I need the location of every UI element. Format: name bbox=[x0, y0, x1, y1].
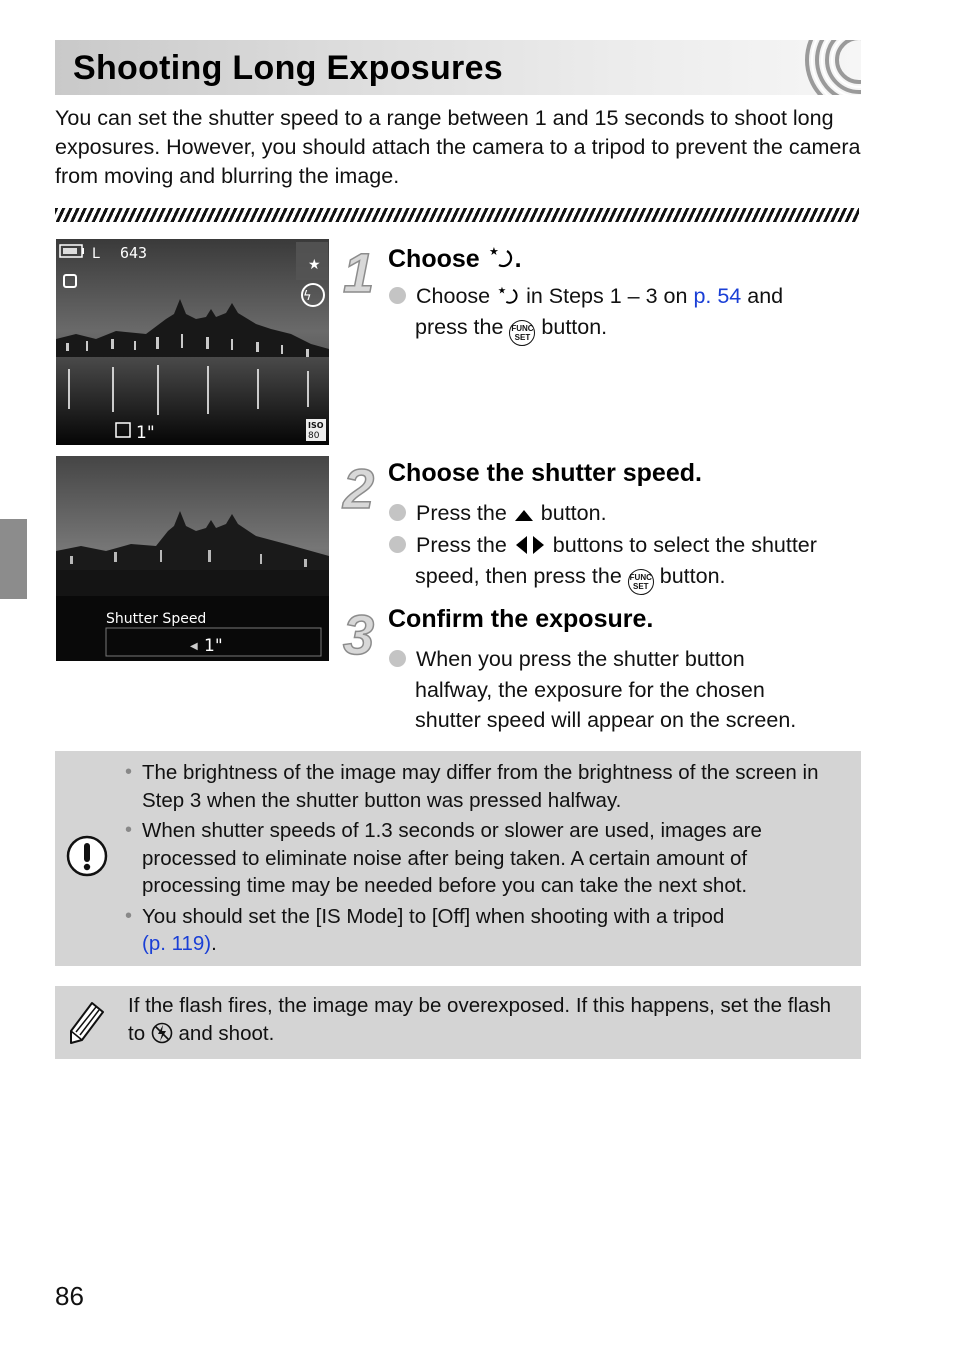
svg-text:ϟ: ϟ bbox=[303, 289, 312, 304]
shutter-speed-screen-image bbox=[56, 456, 329, 661]
step2-heading: Choose the shutter speed. bbox=[388, 459, 702, 487]
chapter-side-tab bbox=[0, 519, 27, 599]
memo-box bbox=[55, 986, 861, 1059]
section-divider bbox=[55, 208, 859, 222]
caution-box bbox=[55, 751, 861, 966]
caution-item: • You should set the [IS Mode] to [Off] when shooting with a tripod (p. 119). bbox=[125, 904, 725, 955]
step1-heading bbox=[388, 243, 522, 274]
caution-icon bbox=[66, 835, 108, 877]
step1-text-a: Choose bbox=[416, 284, 491, 308]
step2-text-d: buttons to select the shutter bbox=[552, 533, 817, 557]
step1-text-c: and bbox=[747, 284, 784, 308]
image-size-label: L bbox=[92, 246, 100, 262]
bullet-dot-icon: • bbox=[125, 904, 133, 927]
step3-heading: Confirm the exposure. bbox=[388, 605, 654, 633]
step1-heading-text: Choose bbox=[388, 245, 480, 273]
step1-bullet bbox=[389, 281, 859, 312]
bullet-dot-icon: • bbox=[125, 819, 133, 841]
svg-text:★: ★ bbox=[308, 257, 321, 273]
iso-value: 80 bbox=[308, 431, 320, 441]
step-number-1: 1 bbox=[343, 241, 375, 304]
bullet-icon bbox=[389, 650, 406, 667]
step2-bullet-2 bbox=[389, 530, 864, 561]
step2-text-a: Press the bbox=[416, 501, 507, 525]
memo-text-b: and shoot. bbox=[178, 1022, 275, 1045]
caution-item: • The brightness of the image may differ from the brightness of the screen in Step 3 when the shutter button was pressed halfway. bbox=[125, 761, 819, 812]
long-shutter-icon bbox=[487, 243, 515, 271]
bullet-icon bbox=[389, 536, 406, 553]
shutter-speed-menu-label: Shutter Speed bbox=[106, 611, 207, 627]
step1-text-b: in Steps 1 – 3 on bbox=[526, 284, 688, 308]
step3-text-a: When you press the shutter button bbox=[416, 647, 745, 671]
svg-text:★: ★ bbox=[497, 285, 507, 297]
left-arrow-icon: ◀ bbox=[190, 641, 198, 652]
step2-bullet-1 bbox=[389, 498, 859, 529]
up-arrow-icon bbox=[513, 506, 535, 524]
decorative-circles-icon bbox=[741, 40, 861, 95]
bullet-icon bbox=[389, 287, 406, 304]
page-number: 86 bbox=[55, 1281, 84, 1311]
step3-text-line3: shutter speed will appear on the screen. bbox=[415, 708, 797, 732]
left-right-arrows-icon bbox=[513, 534, 547, 556]
night-scene-image bbox=[56, 239, 329, 445]
flash-off-icon bbox=[151, 1022, 173, 1044]
page-link-119[interactable]: (p. 119) bbox=[142, 932, 212, 955]
page-title: Shooting Long Exposures bbox=[73, 49, 504, 87]
pencil-memo-icon bbox=[68, 1000, 106, 1046]
exposure-readout: 1" bbox=[136, 423, 155, 443]
step1-text-d: press the bbox=[415, 315, 504, 339]
step2-text-e: speed, then press the bbox=[415, 564, 622, 588]
iso-label: ISO bbox=[308, 421, 324, 430]
step1-heading-end: . bbox=[514, 245, 522, 273]
shots-remaining: 643 bbox=[120, 244, 148, 262]
svg-text:★: ★ bbox=[488, 245, 499, 258]
func-set-button-icon: FUNC SET bbox=[509, 320, 535, 346]
step2-text-f: button. bbox=[659, 564, 726, 588]
shutter-speed-value: 1" bbox=[204, 636, 223, 656]
step-number-3: 3 bbox=[343, 603, 375, 666]
step2-text-c: Press the bbox=[416, 533, 507, 557]
step-number-2: 2 bbox=[343, 457, 375, 520]
step3-bullet bbox=[389, 644, 859, 675]
bullet-icon bbox=[389, 504, 406, 521]
long-shutter-icon bbox=[496, 283, 520, 307]
bullet-dot-icon: • bbox=[125, 761, 133, 783]
page-link-54[interactable]: p. 54 bbox=[693, 284, 742, 308]
step2-bullet-2-line2 bbox=[415, 561, 855, 595]
memo-text bbox=[128, 992, 853, 1048]
memo-text-a: If the flash fires, the image may be overexposed. If this happens, set the flash to bbox=[128, 994, 832, 1045]
func-set-button-icon: FUNC SET bbox=[628, 569, 654, 595]
caution-list bbox=[125, 759, 845, 961]
intro-paragraph: You can set the shutter speed to a range between 1 and 15 seconds to shoot long exposures. However, you should attach the camera to a tripod to prevent the camera from moving and blurring the image. bbox=[55, 106, 861, 188]
step1-bullet-line2 bbox=[415, 312, 855, 346]
step1-text-e: button. bbox=[541, 315, 608, 339]
title-banner bbox=[55, 40, 861, 95]
step3-text-line2: halfway, the exposure for the chosen bbox=[415, 678, 765, 702]
step2-text-b: button. bbox=[540, 501, 607, 525]
camera-screen-1 bbox=[56, 239, 329, 445]
caution-item: • When shutter speeds of 1.3 seconds or slower are used, images are processed to eliminate noise after being taken. A certain amount of processing time may be needed before you can take the next shot. bbox=[125, 819, 762, 897]
camera-screen-2 bbox=[56, 456, 329, 661]
